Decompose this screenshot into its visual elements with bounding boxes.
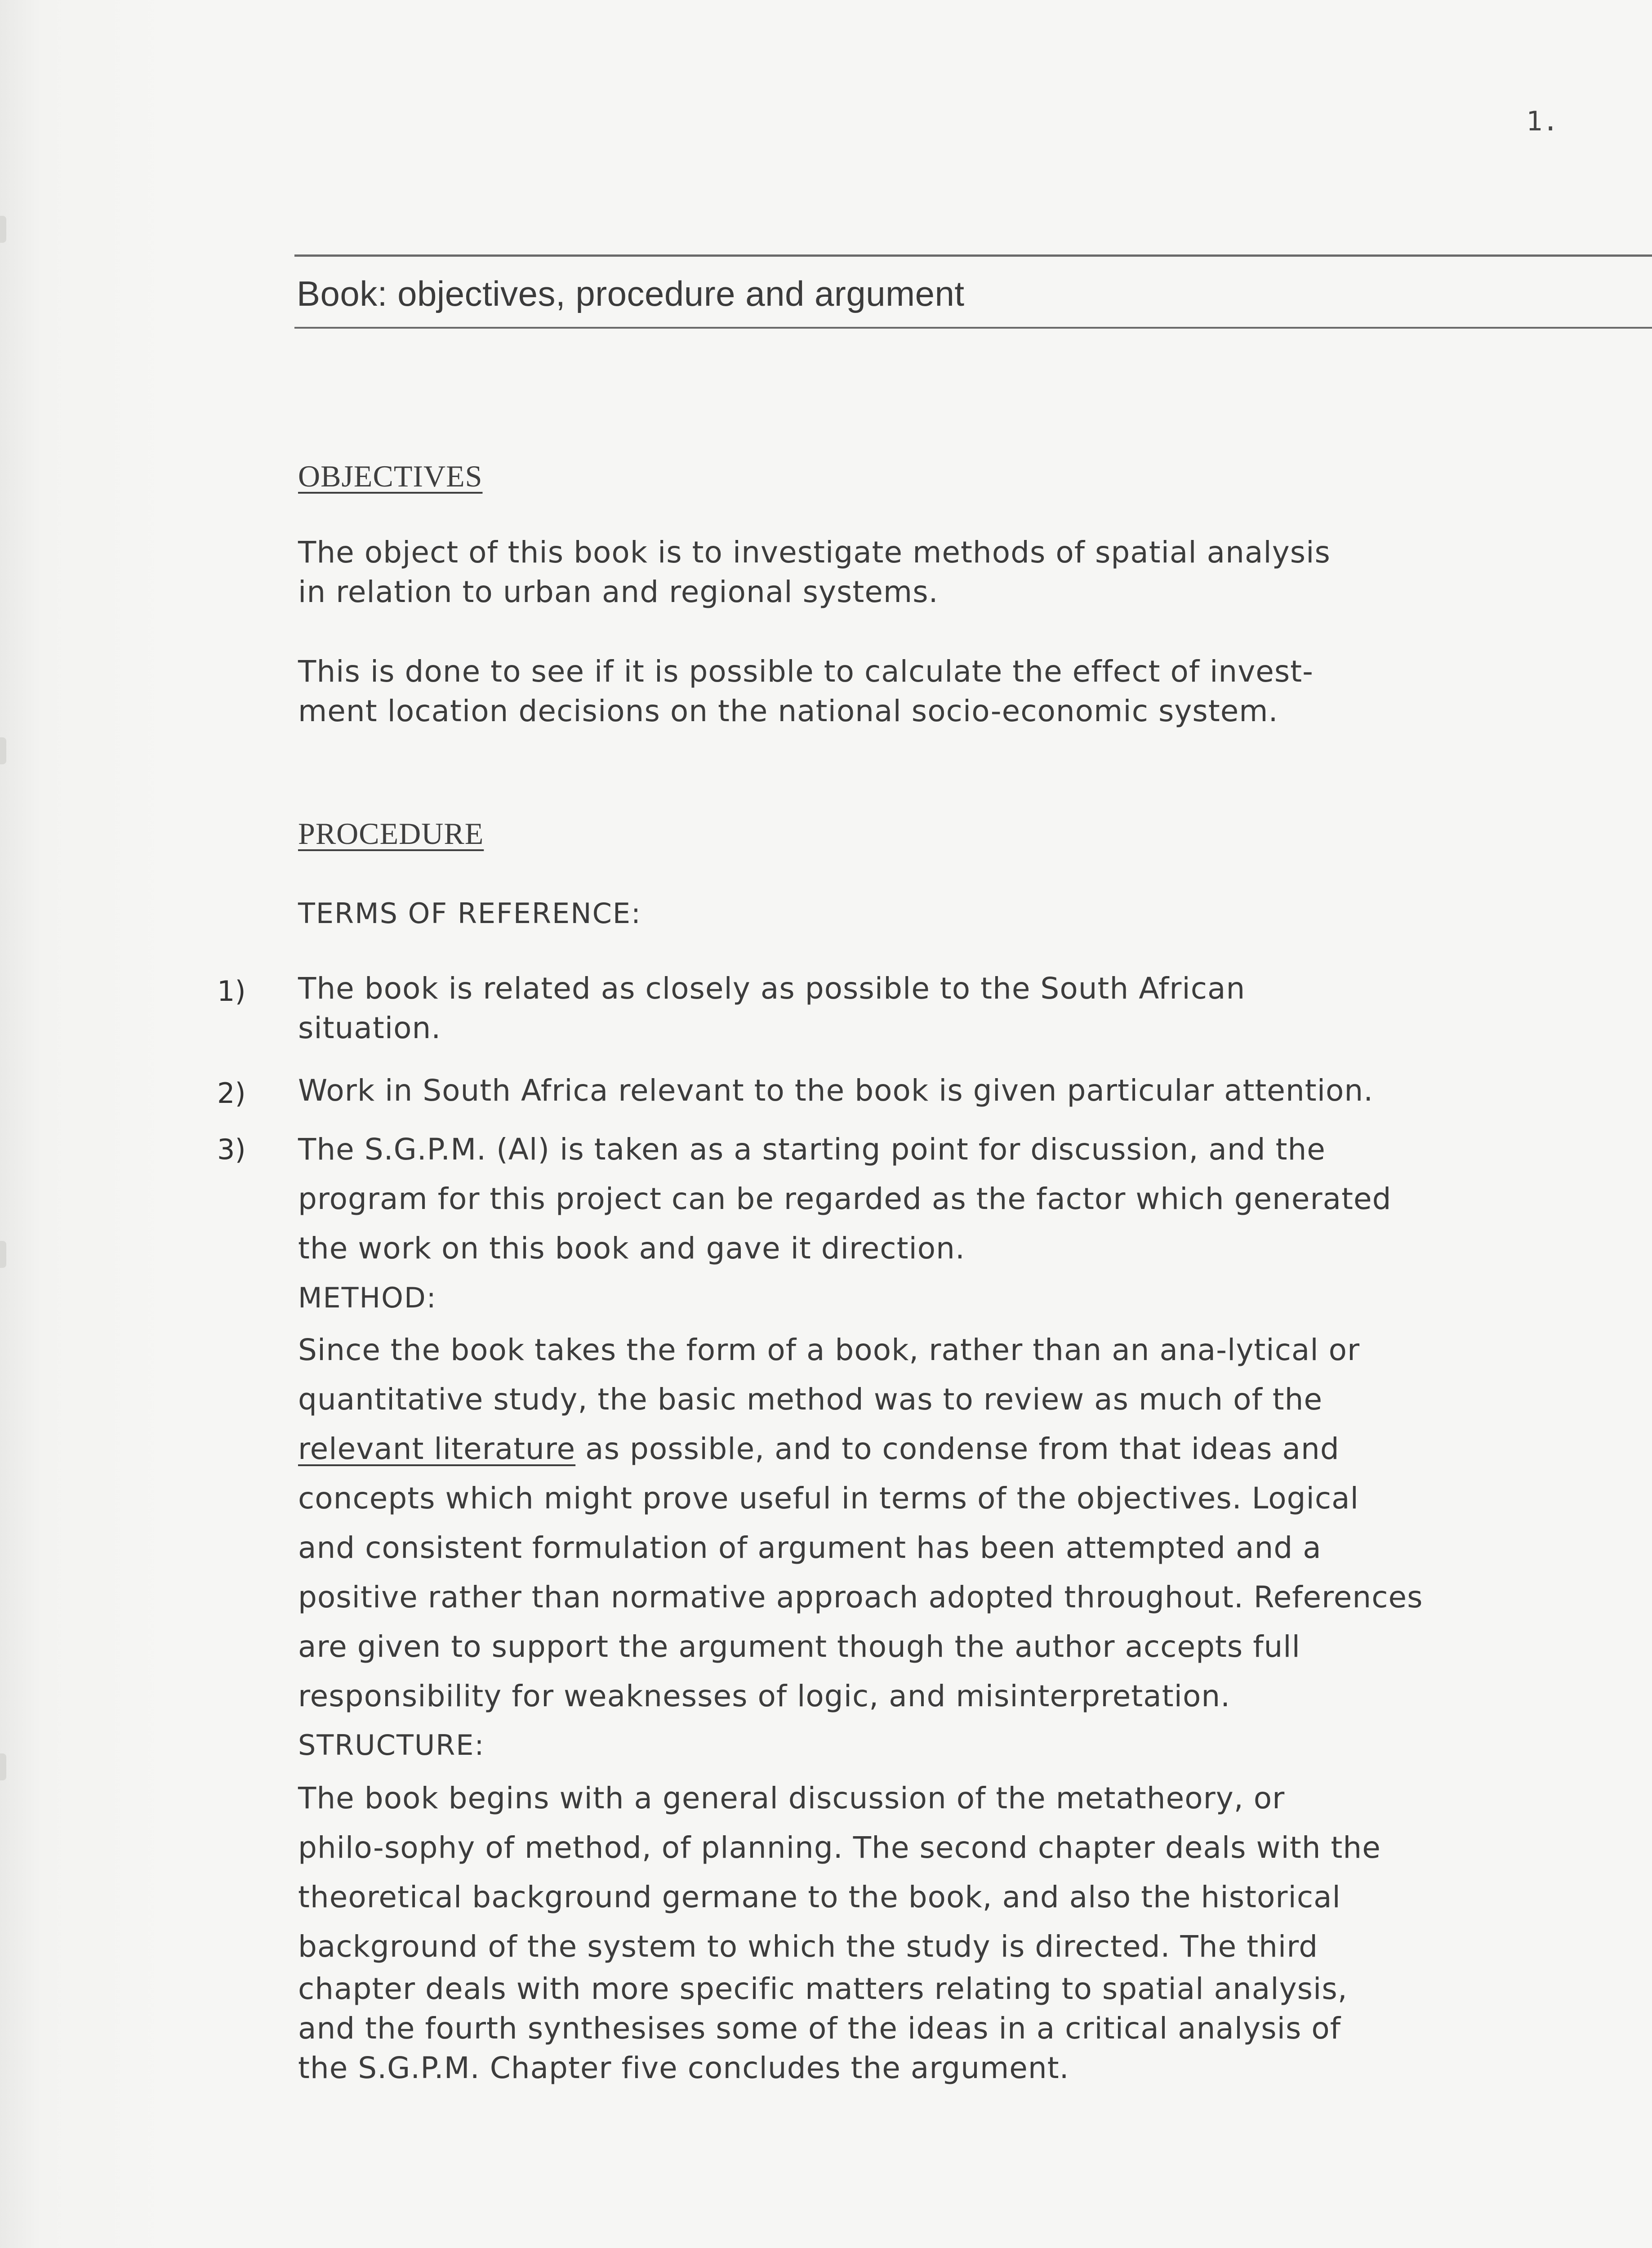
page-title: Book: objectives, procedure and argument [297,274,965,313]
list-item: The S.G.P.M. (Al) is taken as a starting point for discussion, and the program for this project can be regarded as the factor which generated the work on this book and gave it direction. [298,1132,1392,1266]
list-number: 2) [217,1077,246,1110]
structure-label: STRUCTURE: [298,1729,485,1762]
method-paragraph [298,1325,1566,1721]
objectives-paragraph-2: This is done to see if it is possible to calculate the effect of invest- ment location decisions on the national socio-economic system. [298,654,1314,728]
page-number: 1. [1526,106,1559,137]
list-item: The book is related as closely as possible to the South African situation. [298,971,1246,1045]
list-number: 1) [217,975,246,1008]
objectives-paragraph-1: The object of this book is to investigate methods of spatial analysis in relation to urban and regional systems. [298,535,1331,609]
structure-paragraph-part-2: chapter deals with more specific matters relating to spatial analysis, and the fourth synthesises some of the ideas in a critical analysis of the S.G.P.M. Chapter five concludes the argument. [298,1971,1348,2085]
header-rule-bottom [294,327,1652,329]
structure-paragraph-part-1: The book begins with a general discussion of the metatheory, or philo-sophy of method, of planning. The second chapter deals with the theoretical background germane to the book, and also the historical background of the system to which the study is directed. The third [298,1781,1381,1964]
objectives-heading: OBJECTIVES [298,459,483,493]
binding-hole-mark [0,1241,6,1268]
method-text-start: Since the book takes the form of a book, rather than an ana-lytical or quantitative study, the basic method was to review as much of the [298,1333,1360,1417]
method-text-end: as possible, and to condense from that ideas and concepts which might prove useful in terms of the objectives. Logical and consistent formulation of argument has been attempted and a positive rather than normative approach adopted throughout. References are given to support the argument though the author accepts full responsibility for weaknesses of logic, and misinterpretation. [298,1432,1423,1713]
binding-hole-mark [0,737,6,764]
procedure-heading: PROCEDURE [298,816,484,851]
terms-of-reference-label: TERMS OF REFERENCE: [298,897,641,930]
method-label: METHOD: [298,1281,437,1314]
list-item: Work in South Africa relevant to the book is given particular attention. [298,1073,1374,1108]
relevant-literature-emphasis: relevant literature [298,1432,576,1466]
binding-hole-mark [0,1753,6,1780]
binding-hole-mark [0,216,6,243]
header-rule-top [294,254,1652,257]
list-number: 3) [217,1133,246,1166]
